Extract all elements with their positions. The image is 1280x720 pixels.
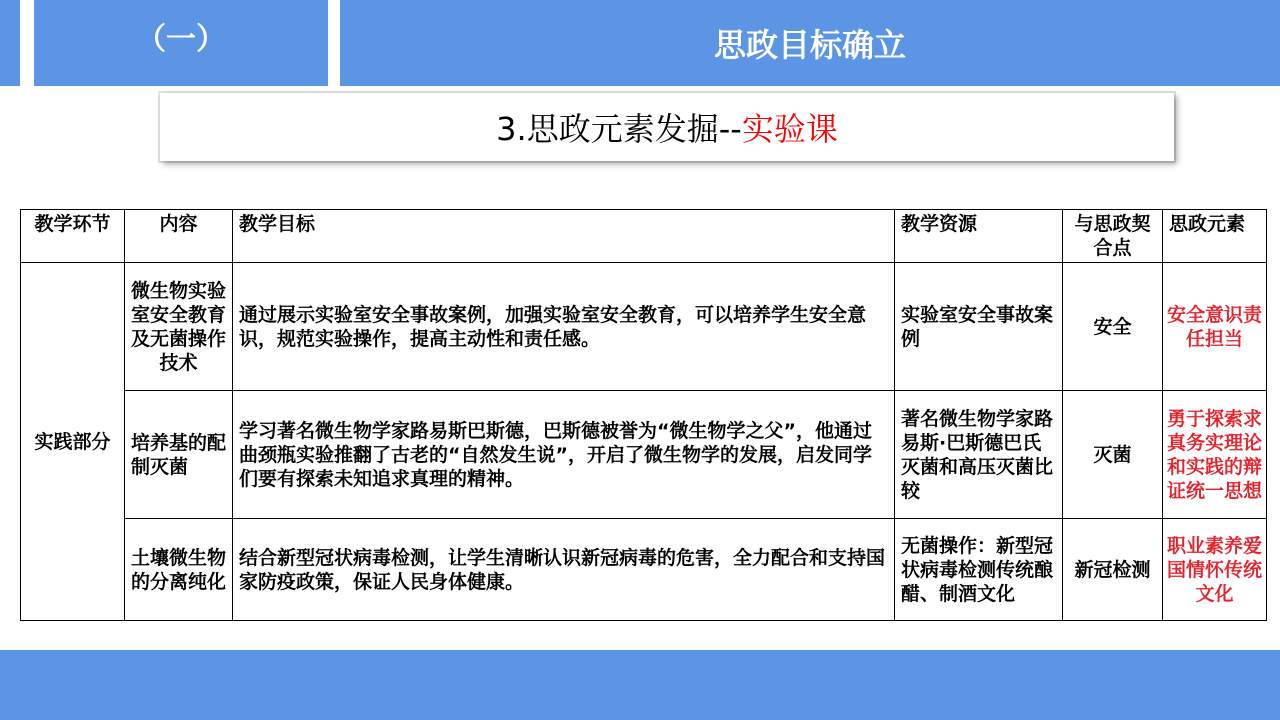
header-title-bar — [340, 0, 1280, 86]
section-cell: 实践部分 — [21, 263, 125, 621]
section-label: （一） — [136, 22, 226, 57]
subtitle-box — [160, 93, 1174, 161]
table-row — [21, 519, 1267, 621]
element-cell: 职业素养爱国情怀传统文化 — [1163, 519, 1267, 621]
resource-cell: 实验室安全事故案例 — [895, 263, 1063, 391]
page-title: 思政目标确立 — [713, 26, 906, 64]
content-cell: 土壤微生物的分离纯化 — [125, 519, 233, 621]
header-cell: 与思政契合点 — [1063, 210, 1163, 263]
content-cell: 微生物实验室安全教育及无菌操作技术 — [125, 263, 233, 391]
footer-bar — [0, 650, 1280, 720]
header-cell: 内容 — [125, 210, 233, 263]
header-cell: 思政元素 — [1163, 210, 1267, 263]
content-cell: 培养基的配制灭菌 — [125, 391, 233, 519]
header-cell: 教学资源 — [895, 210, 1063, 263]
element-cell: 勇于探索求真务实理论和实践的辩证统一思想 — [1163, 391, 1267, 519]
section-label-box — [34, 0, 328, 86]
header-cell: 教学环节 — [21, 210, 125, 263]
element-cell: 安全意识责任担当 — [1163, 263, 1267, 391]
subtitle-accent: 实验课 — [741, 110, 838, 148]
goal-cell: 结合新型冠状病毒检测，让学生清晰认识新冠病毒的危害，全力配合和支持国家防疫政策，保证人民身体健康。 — [233, 519, 895, 621]
goal-cell: 学习著名微生物学家路易斯巴斯德，巴斯德被誉为“微生物学之父”，他通过曲颈瓶实验推翻了古老的“自然发生说”，开启了微生物学的发展，启发同学们要有探索未知追求真理的精神。 — [233, 391, 895, 519]
header-left-strip — [0, 0, 20, 86]
resource-cell: 无菌操作：新型冠状病毒检测传统酿醋、制酒文化 — [895, 519, 1063, 621]
table-row — [21, 391, 1267, 519]
goal-cell: 通过展示实验室安全事故案例，加强实验室安全教育，可以培养学生安全意识，规范实验操作，提高主动性和责任感。 — [233, 263, 895, 391]
header-cell: 教学目标 — [233, 210, 895, 263]
table-row — [21, 263, 1267, 391]
fit-cell: 安全 — [1063, 263, 1163, 391]
fit-cell: 灭菌 — [1063, 391, 1163, 519]
fit-cell: 新冠检测 — [1063, 519, 1163, 621]
subtitle-prefix: 3.思政元素发掘-- — [496, 110, 742, 148]
curriculum-table — [20, 209, 1267, 621]
resource-cell: 著名微生物学家路易斯·巴斯德巴氏灭菌和高压灭菌比较 — [895, 391, 1063, 519]
table-header-row — [21, 210, 1267, 263]
